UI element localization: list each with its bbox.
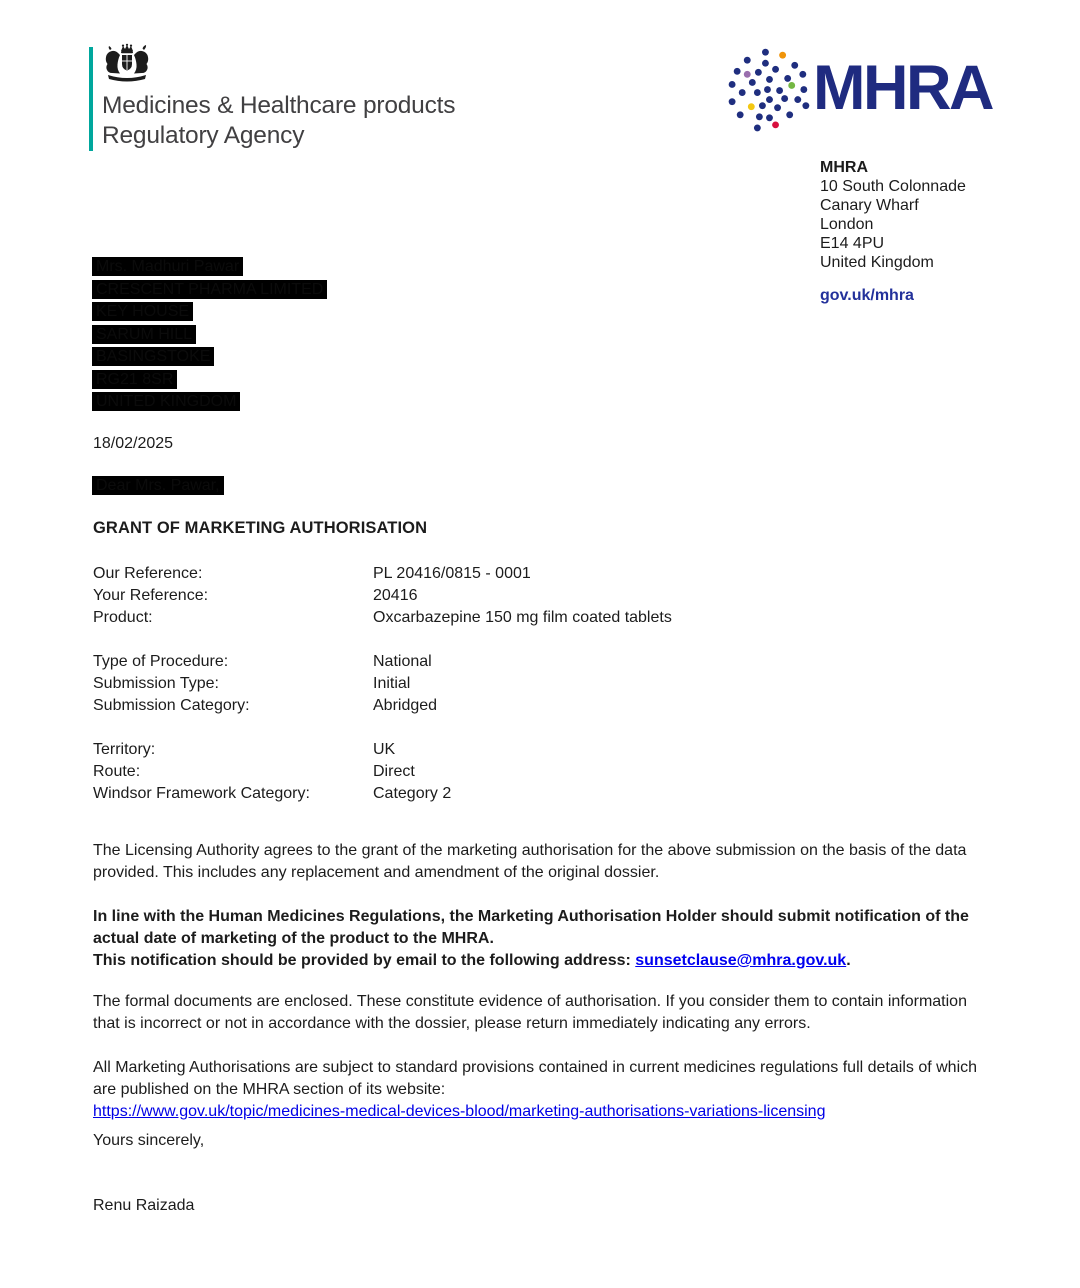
- header-accent-bar: [89, 47, 93, 151]
- paragraph-formal-documents: The formal documents are enclosed. These constitute evidence of authorisation. If you consider them to contain information that is incorrect or not in accordance with the dossier, please return immediately indicating any errors.: [93, 993, 967, 1032]
- ref-value: 20416: [373, 587, 418, 604]
- ref-value: Oxcarbazepine 150 mg film coated tablets: [373, 609, 672, 626]
- reference-row: [93, 563, 672, 585]
- reference-row: [93, 673, 672, 695]
- royal-coat-of-arms-icon: [102, 42, 152, 95]
- ref-value: Initial: [373, 675, 411, 692]
- ref-value: PL 20416/0815 - 0001: [373, 565, 531, 582]
- mhra-logotype: MHRA: [813, 53, 992, 123]
- agency-address-line: E14 4PU: [820, 235, 885, 252]
- notification-bold-text: In line with the Human Medicines Regulations, the Marketing Authorisation Holder should submit notification of the actual date of marketing of the product to the MHRA.: [93, 908, 969, 947]
- reference-table: [93, 563, 672, 827]
- ref-value: National: [373, 653, 432, 670]
- reference-row: [93, 607, 672, 629]
- reference-row: [93, 783, 672, 805]
- ref-label: Submission Type:: [93, 675, 219, 692]
- ref-label: Windsor Framework Category:: [93, 785, 310, 802]
- notification-suffix: .: [846, 952, 851, 969]
- mhra-dots-logo-icon: [722, 38, 820, 143]
- redacted-country: UNITED KINGDOM: [92, 392, 240, 411]
- reference-row: [93, 739, 672, 761]
- letter-date: 18/02/2025: [93, 435, 174, 452]
- redacted-company: CRESCENT PHARMA LIMITED: [92, 280, 327, 299]
- ref-label: Product:: [93, 609, 153, 626]
- ref-label: Your Reference:: [93, 587, 209, 604]
- reference-group: [93, 563, 672, 629]
- reference-group: [93, 651, 672, 717]
- redacted-address-line: SARUM HILL: [92, 325, 196, 344]
- recipient-address-block: [92, 257, 327, 415]
- reference-row: [93, 651, 672, 673]
- ref-value: Abridged: [373, 697, 438, 714]
- notification-email-prefix: This notification should be provided by email to the following address:: [93, 952, 636, 969]
- paragraph-authorisation-grant: The Licensing Authority agrees to the grant of the marketing authorisation for the above submission on the basis of the data provided. This includes any replacement and amendment of the original dossier.: [93, 842, 967, 881]
- reference-row: [93, 585, 672, 607]
- agency-name-line2: Regulatory Agency: [102, 122, 305, 149]
- agency-address-name: MHRA: [820, 159, 868, 176]
- agency-address-line: United Kingdom: [820, 254, 934, 271]
- standard-provisions-text: All Marketing Authorisations are subject to standard provisions contained in current medicines regulations full details of which are published on the MHRA section of its website:: [93, 1059, 978, 1098]
- reference-row: [93, 761, 672, 783]
- reference-group: [93, 739, 672, 805]
- agency-name: [102, 91, 455, 151]
- agency-address-line: 10 South Colonnade: [820, 178, 966, 195]
- redacted-postcode: RG21 8SR: [92, 370, 177, 389]
- ref-label: Type of Procedure:: [93, 653, 229, 670]
- ref-label: Territory:: [93, 741, 156, 758]
- agency-address-line: London: [820, 216, 874, 233]
- paragraph-notification-requirement: [93, 906, 998, 972]
- ref-label: Our Reference:: [93, 565, 203, 582]
- sunsetclause-email-link[interactable]: sunsetclause@mhra.gov.uk: [635, 952, 847, 969]
- agency-address-block: [820, 158, 966, 305]
- agency-address-line: Canary Wharf: [820, 197, 919, 214]
- signatory-name: Renu Raizada: [93, 1197, 195, 1214]
- redacted-address-line: KEY HOUSE: [92, 302, 193, 321]
- reference-row: [93, 695, 672, 717]
- ref-label: Submission Category:: [93, 697, 250, 714]
- ref-label: Route:: [93, 763, 141, 780]
- paragraph-standard-provisions: [93, 1057, 998, 1123]
- letter-closing: Yours sincerely,: [93, 1132, 205, 1149]
- ref-value: Category 2: [373, 785, 452, 802]
- gov-uk-licensing-link[interactable]: https://www.gov.uk/topic/medicines-medical-devices-blood/marketing-authorisations-variations-licensing: [93, 1103, 826, 1120]
- ref-value: Direct: [373, 763, 415, 780]
- redacted-salutation: Dear Mrs. Pawar,: [92, 476, 224, 495]
- ref-value: UK: [373, 741, 396, 758]
- redacted-recipient-name: Mrs. Madhuri Pawar: [92, 257, 243, 276]
- redacted-address-line: BASINGSTOKE: [92, 347, 214, 366]
- gov-uk-mhra-link[interactable]: gov.uk/mhra: [820, 287, 914, 304]
- agency-name-line1: Medicines & Healthcare products: [102, 92, 456, 119]
- letter-heading: GRANT OF MARKETING AUTHORISATION: [93, 519, 428, 537]
